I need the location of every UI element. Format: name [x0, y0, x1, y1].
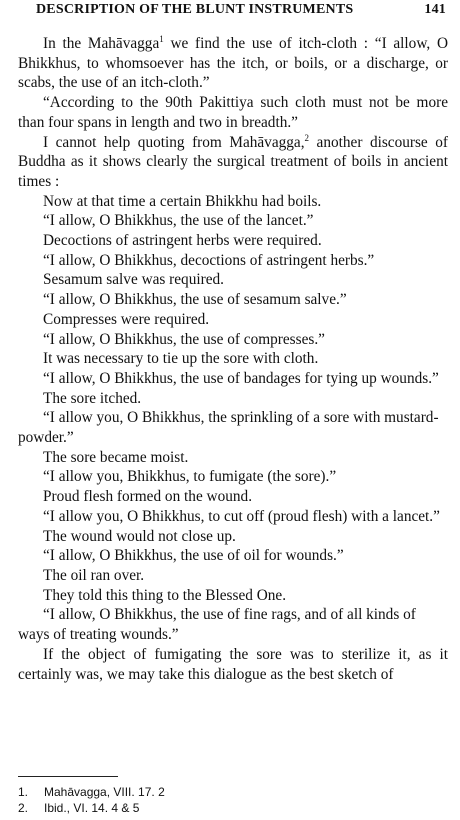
dialogue-line: Compresses were required. [43, 310, 210, 328]
footnote [18, 784, 165, 800]
paragraph-text: we find the use of itch-cloth : “I allow, O Bhikkhus, to whomsoever has the itch, or boils, or a discharge, or scabs, the use of an itch-cloth.” [18, 35, 448, 92]
footnote [18, 800, 165, 816]
footnote-text: Ibid., VI. 14. 4 & 5 [44, 801, 140, 815]
footnote-text: Mahāvagga, VIII. 17. 2 [44, 785, 165, 799]
dialogue-line: “I allow, O Bhikkhus, decoctions of astringent herbs.” [43, 251, 375, 269]
footnote-divider [18, 776, 118, 777]
dialogue-line: “I allow, O Bhikkhus, the use of compresses.” [43, 330, 325, 348]
footnote-ref: 1 [159, 33, 164, 44]
running-header [36, 2, 446, 18]
paragraph: “According to the 90th Pakittiya such cloth must not be more than four spans in length and two in breadth.” [18, 94, 448, 131]
dialogue-line: The sore became moist. [43, 448, 189, 466]
dialogue-line: The wound would not close up. [43, 527, 236, 545]
main-text [18, 34, 448, 684]
footnote-ref: 2 [304, 132, 310, 143]
dialogue-line: “I allow, O Bhikkhus, the use of sesamum salve.” [43, 291, 347, 309]
dialogue-line: “I allow, O Bhikkhus, the use of the lancet.” [43, 212, 314, 230]
dialogue-line: Sesamum salve was required. [43, 271, 224, 289]
paragraph-text: another discourse of Buddha as it shows clearly the surgical treatment of boils in ancient times : [18, 133, 448, 190]
dialogue-line: The oil ran over. [43, 566, 145, 584]
footnote-number: 2. [18, 801, 29, 815]
dialogue-line: “I allow you, Bhikkhus, to fumigate (the sore).” [43, 468, 337, 486]
paragraph: If the object of fumigating the sore was to sterilize it, as it certainly was, we may take this dialogue as the best sketch of [18, 645, 448, 683]
footnote-number: 1. [18, 785, 29, 799]
dialogue-line: The sore itched. [43, 389, 142, 407]
dialogue-line: They told this thing to the Blessed One. [43, 586, 287, 604]
page-number: 141 [424, 2, 446, 17]
dialogue-line: Now at that time a certain Bhikkhu had boils. [43, 192, 322, 210]
dialogue-line: Decoctions of astringent herbs were required. [43, 232, 322, 250]
paragraph-text: In the Mahāvagga [43, 35, 160, 52]
dialogue-line: Proud flesh formed on the wound. [43, 488, 253, 506]
dialogue-line: “I allow you, O Bhikkhus, the sprinkling of a sore with mustard-powder.” [18, 409, 439, 447]
paragraph-text: I cannot help quoting from Mahāvagga, [43, 133, 305, 151]
dialogue-line: “I allow, O Bhikkhus, the use of oil for wounds.” [43, 547, 344, 565]
dialogue-line: “I allow, O Bhikkhus, the use of bandages for tying up wounds.” [43, 369, 439, 387]
paragraph [18, 34, 448, 93]
footnotes [18, 784, 165, 816]
running-title: DESCRIPTION OF THE BLUNT INSTRUMENTS [36, 2, 354, 17]
dialogue-line: “I allow you, O Bhikkhus, to cut off (proud flesh) with a lancet.” [43, 507, 440, 525]
dialogue-line: “I allow, O Bhikkhus, the use of fine rags, and of all kinds of ways of treating wounds.” [18, 606, 416, 644]
dialogue-line: It was necessary to tie up the sore with cloth. [43, 350, 319, 368]
paragraph [18, 133, 448, 192]
